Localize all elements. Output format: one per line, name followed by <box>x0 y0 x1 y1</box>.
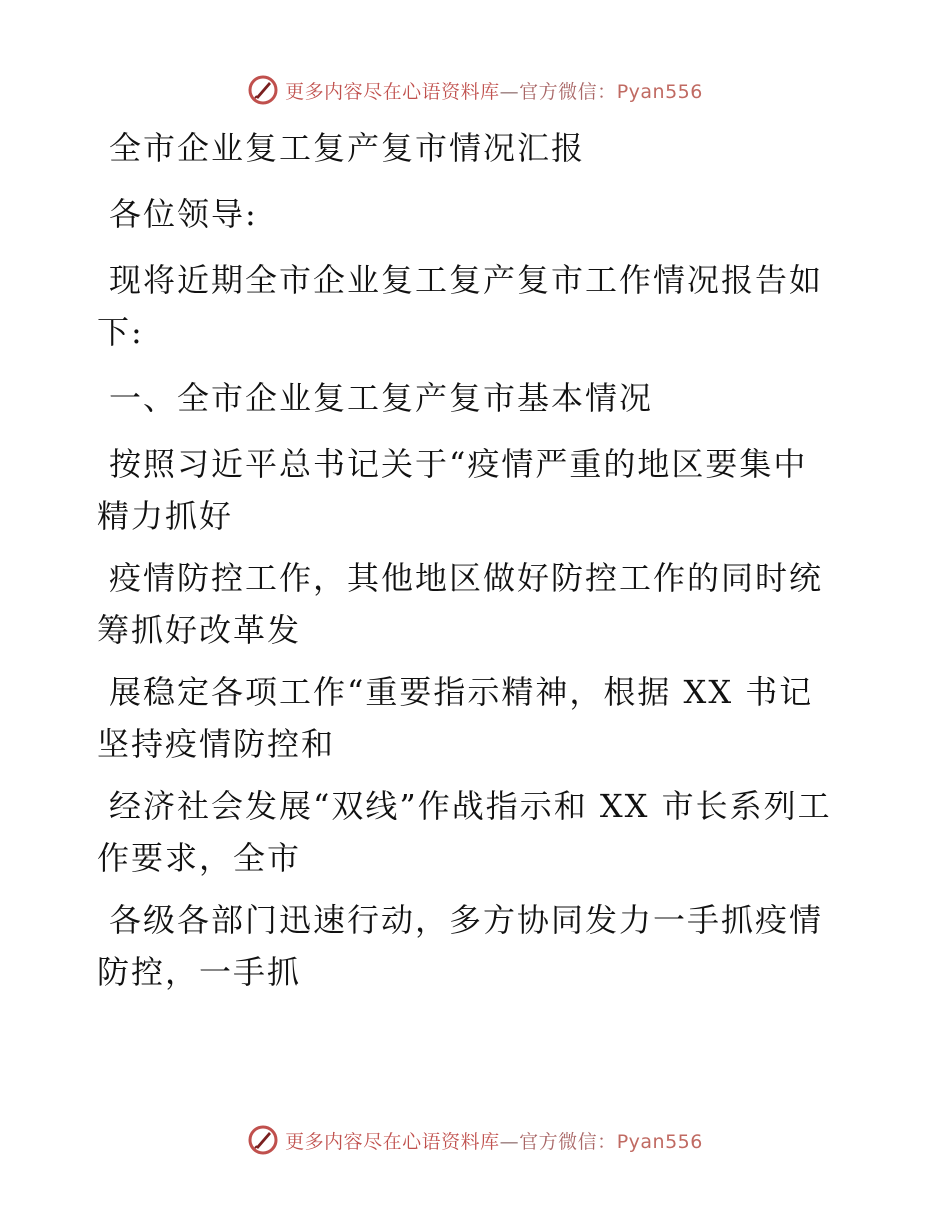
document-body <box>97 122 833 1008</box>
quill-seal-icon <box>247 1124 279 1156</box>
body-paragraph: 各级各部门迅速行动，多方协同发力一手抓疫情防控，一手抓 <box>97 901 824 991</box>
quill-seal-icon <box>247 74 279 106</box>
intro-paragraph: 现将近期全市企业复工复产复市工作情况报告如下: <box>97 261 824 351</box>
document-title: 全市企业复工复产复市情况汇报 <box>109 129 586 167</box>
watermark-text: 更多内容尽在心语资料库—官方微信：Pyan556 <box>285 80 703 103</box>
header-watermark-banner <box>0 70 950 110</box>
body-paragraph: 经济社会发展“双线”作战指示和 XX 市长系列工作要求，全市 <box>97 787 832 877</box>
section-heading: 一、全市企业复工复产复市基本情况 <box>109 379 654 417</box>
greeting: 各位领导: <box>109 195 258 233</box>
body-paragraph: 疫情防控工作，其他地区做好防控工作的同时统筹抓好改革发 <box>97 559 824 649</box>
body-paragraph: 展稳定各项工作“重要指示精神，根据 XX 书记坚持疫情防控和 <box>97 673 814 763</box>
footer-watermark-banner <box>0 1120 950 1160</box>
watermark-text: 更多内容尽在心语资料库—官方微信：Pyan556 <box>285 1130 703 1153</box>
body-paragraph: 按照习近平总书记关于“疫情严重的地区要集中精力抓好 <box>97 445 808 535</box>
